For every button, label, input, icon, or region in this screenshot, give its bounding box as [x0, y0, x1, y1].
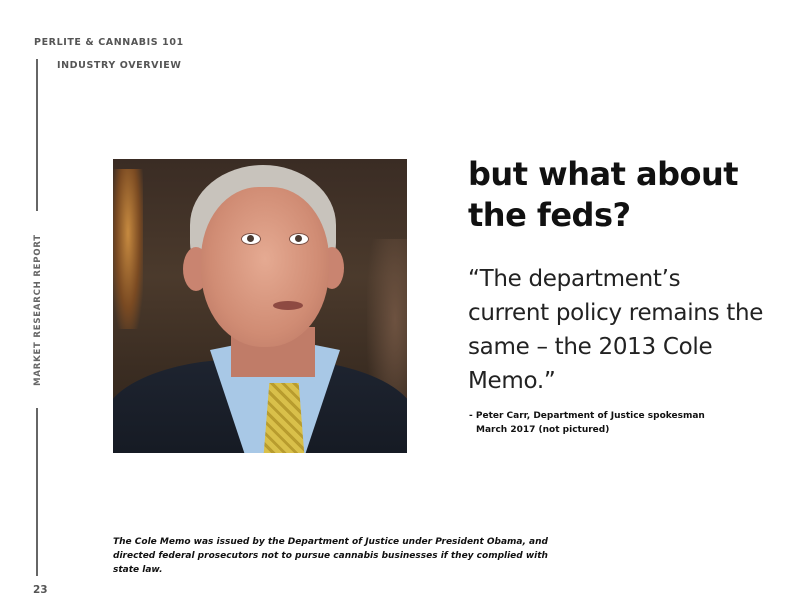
portrait-photo — [113, 159, 407, 453]
left-eye — [241, 233, 261, 245]
section-subtitle: INDUSTRY OVERVIEW — [57, 60, 182, 71]
pull-quote: “The department’s current policy remains the same – the 2013 Cole Memo.” — [468, 266, 764, 394]
document-title: PERLITE & CANNABIS 101 — [34, 37, 184, 48]
background-lamp — [113, 169, 143, 329]
right-eye — [289, 233, 309, 245]
mouth — [273, 301, 303, 310]
attribution-name: - Peter Carr, Department of Justice spokesman — [469, 411, 705, 421]
sidebar-rule-top — [36, 59, 38, 211]
page-number: 23 — [33, 584, 48, 596]
sidebar-label: MARKET RESEARCH REPORT — [33, 234, 43, 386]
face — [201, 187, 329, 347]
footnote: The Cole Memo was issued by the Department of Justice under President Obama, and directed federal prosecutors not to pursue cannabis businesses if they complied with state law. — [113, 537, 548, 575]
quote-attribution — [469, 409, 769, 437]
headline: but what about the feds? — [468, 155, 739, 234]
sidebar-rule-bottom — [36, 408, 38, 576]
attribution-date: March 2017 (not pictured) — [476, 425, 610, 435]
necktie — [263, 383, 305, 453]
